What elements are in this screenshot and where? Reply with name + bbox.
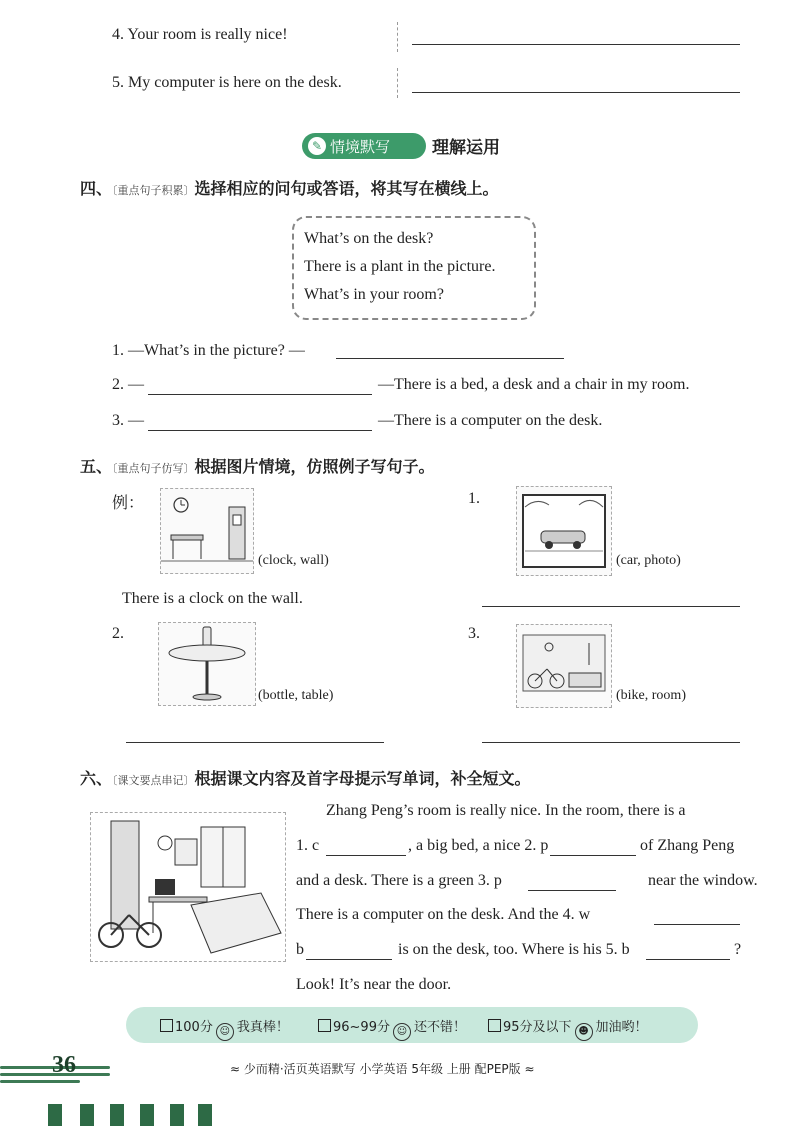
score-comment: 还不错！ (413, 1020, 466, 1035)
item-text: My computer is here on the desk. (128, 74, 342, 91)
sec5-heading (80, 454, 435, 477)
part3-item-5 (112, 74, 342, 92)
item-number: 5. (112, 74, 124, 91)
blank-4b[interactable] (306, 959, 392, 960)
banner-subtitle: 理解运用 (432, 138, 500, 158)
section-tag: 〔重点句子积累〕 (112, 184, 195, 197)
item1-hint: (car, photo) (616, 553, 681, 568)
section-number: 六、 (80, 769, 113, 788)
section-instruction: 根据图片情境，仿照例子写句子。 (194, 457, 435, 476)
passage-line-5b: is on the desk, too. Where is his 5. b (398, 941, 630, 958)
decor-wave (0, 1080, 80, 1083)
score-option-96[interactable] (318, 1016, 466, 1041)
cheer-face-icon: ☻ (575, 1023, 593, 1041)
passage-line-3b: near the window. (648, 872, 758, 889)
example-label: 例： (112, 495, 145, 512)
decor-bar (110, 1104, 124, 1126)
section-tag: 〔课文要点串记〕 (112, 774, 195, 787)
example-sentence: There is a clock on the wall. (122, 590, 303, 607)
passage-line-2a: 1. c (296, 837, 320, 854)
score-comment: 我真棒！ (236, 1020, 289, 1035)
book-icon: ✎ (308, 137, 326, 155)
q1-text: 1. —What’s in the picture? — (112, 342, 305, 359)
blank-3[interactable] (528, 890, 616, 891)
bottle-table-picture (158, 622, 256, 706)
item3-answer-line[interactable] (482, 742, 740, 743)
divider (397, 22, 398, 52)
item2-answer-line[interactable] (126, 742, 384, 743)
checkbox[interactable] (318, 1019, 331, 1032)
item-text: Your room is really nice! (127, 26, 288, 43)
decor-bar (48, 1104, 62, 1126)
q2-answer: —There is a bed, a desk and a chair in my room. (378, 376, 690, 393)
item3-hint: (bike, room) (616, 688, 686, 703)
blank-1[interactable] (326, 855, 406, 856)
option-3: What’s in your room? (304, 286, 444, 303)
checkbox[interactable] (160, 1019, 173, 1032)
item2-number: 2. (112, 625, 124, 642)
item2-hint: (bottle, table) (258, 688, 334, 703)
blank-5[interactable] (646, 959, 730, 960)
q2-prefix: 2. — (112, 376, 144, 393)
passage-line-6: Look! It’s near the door. (296, 976, 452, 993)
decor-bar (140, 1104, 154, 1126)
option-2: There is a plant in the picture. (304, 258, 496, 275)
passage-line-4a: There is a computer on the desk. And the 4. w (296, 906, 591, 923)
table-illustration (159, 623, 255, 705)
decor-bar (198, 1104, 212, 1126)
passage-line-2b: , a big bed, a nice 2. p (408, 837, 549, 854)
decor-bar (170, 1104, 184, 1126)
page-number: 36 (52, 1052, 76, 1078)
clock-wall-picture (160, 488, 254, 574)
section-instruction: 根据课文内容及首字母提示写单词，补全短文。 (194, 769, 531, 788)
item1-answer-line[interactable] (482, 606, 740, 607)
item-number: 4. (112, 26, 124, 43)
self-assessment-bar (126, 1007, 698, 1043)
option-1: What’s on the desk? (304, 230, 434, 247)
blank-4a[interactable] (654, 924, 740, 925)
item1-number: 1. (468, 490, 480, 507)
blank-2[interactable] (550, 855, 636, 856)
passage-line-1: Zhang Peng’s room is really nice. In the room, there is a (326, 802, 686, 819)
passage-line-5a: b (296, 941, 304, 958)
room-illustration (161, 489, 253, 573)
q1-answer-line[interactable] (336, 358, 564, 359)
q2-answer-line[interactable] (148, 394, 372, 395)
sec4-heading (80, 176, 499, 199)
q3-answer: —There is a computer on the desk. (378, 412, 603, 429)
passage-line-2c: of Zhang Peng (640, 837, 735, 854)
q3-answer-line[interactable] (148, 430, 372, 431)
score-label: 95分及以下 (503, 1020, 572, 1035)
smile-face-icon: ☺ (216, 1023, 234, 1041)
item3-number: 3. (468, 625, 480, 642)
answer-line-5[interactable] (412, 92, 740, 93)
checkbox[interactable] (488, 1019, 501, 1032)
section-number: 五、 (80, 457, 113, 476)
passage-line-5c: ? (734, 941, 742, 958)
smile-face-icon: ☺ (393, 1023, 411, 1041)
score-option-95[interactable] (488, 1016, 648, 1041)
banner-label: 情境默写 (330, 138, 391, 156)
score-label: 96~99分 (333, 1020, 390, 1035)
score-option-100[interactable] (160, 1016, 289, 1041)
bike-room-picture (516, 624, 612, 708)
divider (397, 68, 398, 98)
answer-line-4[interactable] (412, 44, 740, 45)
car-photo-picture (516, 486, 612, 576)
q3-prefix: 3. — (112, 412, 144, 429)
bedroom-illustration (91, 813, 285, 961)
section-number: 四、 (80, 179, 113, 198)
decor-bar (80, 1104, 94, 1126)
room-illustration (517, 625, 611, 707)
section-instruction: 选择相应的问句或答语，将其写在横线上。 (194, 179, 499, 198)
score-comment: 加油哟！ (595, 1020, 648, 1035)
section-tag: 〔重点句子仿写〕 (112, 462, 195, 475)
section-banner (302, 133, 426, 159)
sec6-heading (80, 766, 531, 789)
example-hint: (clock, wall) (258, 553, 329, 568)
footer-text: ≈ 少而精·活页英语默写 小学英语 5年级 上册 配PEP版 ≈ (230, 1062, 535, 1076)
score-label: 100分 (175, 1020, 213, 1035)
photo-illustration (517, 487, 611, 575)
part3-item-4 (112, 26, 288, 44)
passage-line-3a: and a desk. There is a green 3. p (296, 872, 502, 889)
zhang-peng-room-picture (90, 812, 286, 962)
